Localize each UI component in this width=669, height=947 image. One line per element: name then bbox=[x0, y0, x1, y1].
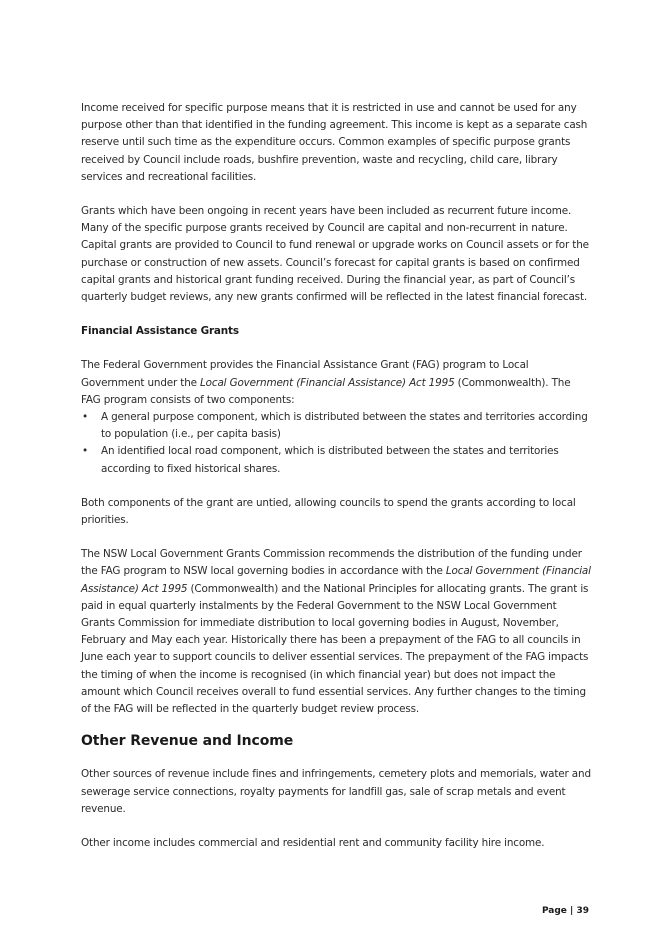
list-item bbox=[81, 443, 591, 477]
page-body bbox=[81, 100, 591, 852]
fag-components-list bbox=[81, 409, 591, 478]
spacer bbox=[81, 306, 591, 323]
paragraph-recurrent-grants: Grants which have been ongoing in recent years have been included as recurrent future income. Many of the specific purpose grants received by Council are capital and non-recurrent in nature. Capital grants are provided to Council to fund renewal or upgrade works on Council assets or for the purchase or construction of new assets. Council’s forecast for capital grants is based on confirmed capital grants and historical grant funding received. During the financial year, as part of Council’s quarterly budget reviews, any new grants confirmed will be reflected in the latest financial forecast. bbox=[81, 205, 589, 304]
bullet-icon: • bbox=[82, 445, 88, 458]
nsw-text-end: (Commonwealth) and the National Principles for allocating grants. The grant is paid in equal quarterly instalments by the Federal Government to the NSW Local Government Grants Commission for immediate distribution to local governing bodies in August, November, February and May each year. Historically there has been a prepayment of the FAG to all councils in June each year to support councils to deliver essential services. The prepayment of the FAG impacts the timing of when the income is recognised (in which financial year) but does not impact the amount which Council receives overall to fund essential services. Any further changes to the timing of the FAG will be reflected in the quarterly budget review process. bbox=[81, 582, 589, 716]
heading-financial-assistance-grants: Financial Assistance Grants bbox=[81, 325, 239, 338]
spacer bbox=[81, 186, 591, 203]
heading-other-revenue-and-income: Other Revenue and Income bbox=[81, 733, 294, 750]
spacer bbox=[81, 818, 591, 835]
paragraph-fag-intro bbox=[81, 357, 591, 409]
spacer bbox=[81, 340, 591, 357]
list-item-text: A general purpose component, which is distributed between the states and territories according to population (i.e., per capita basis) bbox=[101, 411, 588, 441]
paragraph-untied-components: Both components of the grant are untied, allowing councils to spend the grants according to local priorities. bbox=[81, 496, 576, 527]
fag-intro-act-title: Local Government (Financial Assistance) Act 1995 bbox=[200, 376, 455, 389]
spacer bbox=[81, 478, 591, 495]
fag-intro-text-end: (Commonwealth). The FAG program consists of two components: bbox=[81, 376, 571, 406]
spacer bbox=[81, 751, 591, 766]
spacer bbox=[81, 529, 591, 546]
bullet-icon: • bbox=[82, 411, 88, 424]
nsw-text-start: The NSW Local Government Grants Commission recommends the distribution of the funding under the FAG program to NSW local governing bodies in accordance with the bbox=[81, 548, 582, 578]
page-number: Page | 39 bbox=[541, 906, 589, 916]
paragraph-other-revenue: Other sources of revenue include fines and infringements, cemetery plots and memorials, water and sewerage service connections, royalty payments for landfill gas, sale of scrap metals and event revenue. bbox=[81, 768, 591, 815]
list-item-text: An identified local road component, which is distributed between the states and territories according to fixed historical shares. bbox=[101, 445, 559, 475]
fag-intro-text-start: The Federal Government provides the Financial Assistance Grant (FAG) program to Local Government under the bbox=[81, 359, 529, 389]
paragraph-nsw-grants-commission bbox=[81, 546, 591, 718]
paragraph-specific-purpose-income: Income received for specific purpose means that it is restricted in use and cannot be used for any purpose other than that identified in the funding agreement. This income is kept as a separate cash reserve until such time as the expenditure occurs. Common examples of specific purpose grants received by Council include roads, bushfire prevention, waste and recycling, child care, library services and recreational facilities. bbox=[81, 102, 588, 183]
paragraph-other-income: Other income includes commercial and residential rent and community facility hire income. bbox=[81, 836, 545, 849]
list-item bbox=[81, 409, 591, 443]
spacer bbox=[81, 718, 591, 731]
nsw-act-title: Local Government (Financial Assistance) Act 1995 bbox=[81, 565, 591, 595]
